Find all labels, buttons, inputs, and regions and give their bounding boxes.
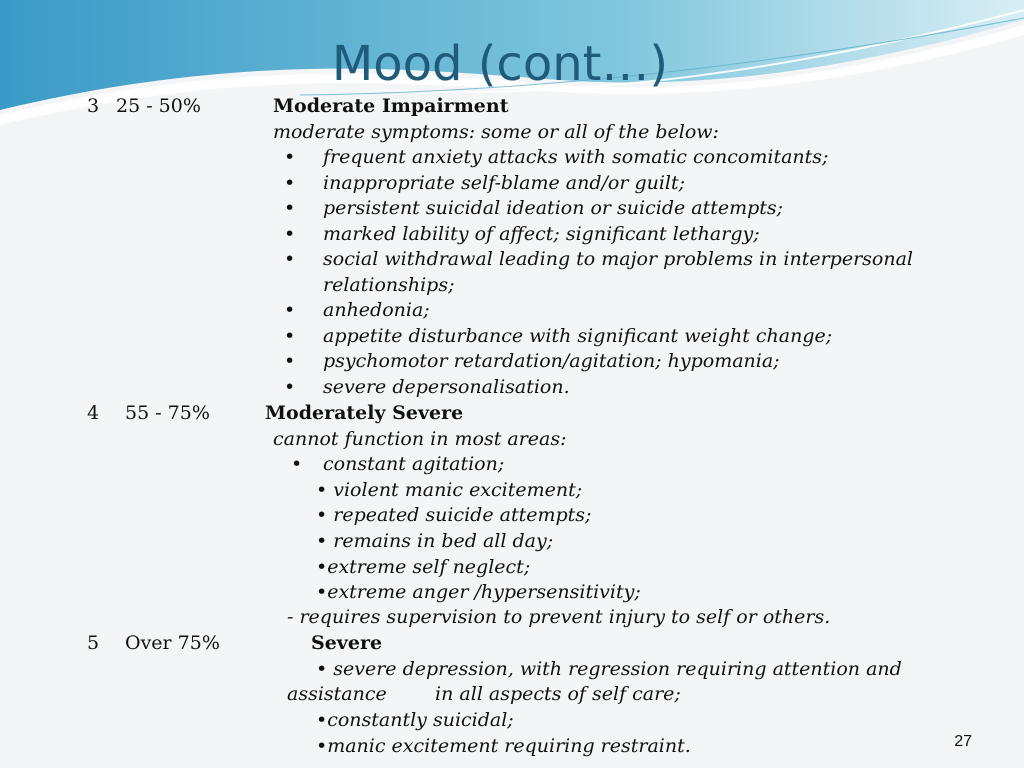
level-range: 25 - 50%	[116, 95, 201, 117]
bullet-marker: •	[284, 325, 296, 347]
level-grade: 3	[87, 95, 100, 117]
list-item: social withdrawal leading to major problems in interpersonal	[323, 248, 914, 270]
list-item: • repeated suicide attempts;	[316, 504, 592, 526]
list-item: • remains in bed all day;	[316, 530, 554, 552]
list-item: severe depersonalisation.	[323, 376, 570, 398]
list-item: • severe depression, with regression requiring attention and	[316, 658, 902, 680]
bullet-marker: •	[284, 376, 296, 398]
list-item: anhedonia;	[323, 299, 430, 321]
level-grade: 4	[87, 402, 100, 424]
list-item: • violent manic excitement;	[316, 479, 583, 501]
bullet-marker: •	[291, 453, 303, 475]
page-number: 27	[954, 733, 972, 750]
level-heading: Severe	[311, 632, 383, 654]
list-item: marked lability of affect; significant lethargy;	[323, 223, 760, 245]
list-item: •extreme self neglect;	[316, 556, 531, 578]
bullet-marker: •	[284, 146, 296, 168]
list-item: inappropriate self-blame and/or guilt;	[323, 172, 686, 194]
list-item: •extreme anger /hypersensitivity;	[316, 581, 641, 603]
bullet-marker: •	[284, 299, 296, 321]
level-heading: Moderate Impairment	[273, 95, 509, 117]
bullet-marker: •	[284, 350, 296, 372]
list-item: relationships;	[323, 274, 455, 296]
level-intro: cannot function in most areas:	[273, 428, 567, 450]
level-heading: Moderately Severe	[265, 402, 464, 424]
bullet-marker: •	[284, 197, 296, 219]
bullet-marker: •	[284, 223, 296, 245]
list-item: appetite disturbance with significant weight change;	[323, 325, 833, 347]
list-item: assistance in all aspects of self care;	[287, 683, 681, 705]
slide-title: Mood (cont…)	[331, 36, 669, 92]
list-item: •constantly suicidal;	[316, 709, 514, 731]
list-item: psychomotor retardation/agitation; hypomania;	[323, 350, 780, 372]
list-item: - requires supervision to prevent injury to self or others.	[287, 606, 831, 628]
level-range: 55 - 75%	[125, 402, 210, 424]
level-intro: moderate symptoms: some or all of the below:	[273, 121, 719, 143]
list-item: frequent anxiety attacks with somatic concomitants;	[323, 146, 829, 168]
level-range: Over 75%	[125, 632, 220, 654]
bullet-marker: •	[284, 172, 296, 194]
list-item: persistent suicidal ideation or suicide attempts;	[323, 197, 784, 219]
level-grade: 5	[87, 632, 100, 654]
bullet-marker: •	[284, 248, 296, 270]
list-item: constant agitation;	[323, 453, 505, 475]
list-item: •manic excitement requiring restraint.	[316, 735, 691, 757]
